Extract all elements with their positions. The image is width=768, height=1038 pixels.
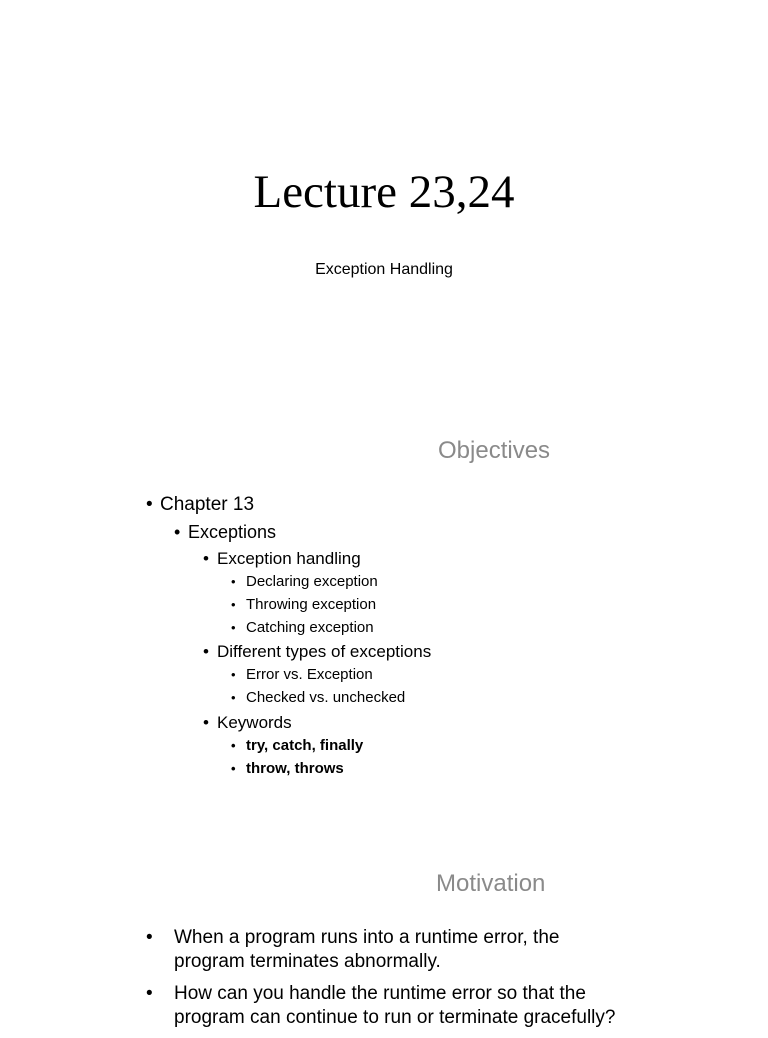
list-item-text: Exception handling bbox=[217, 549, 361, 568]
list-item bbox=[231, 688, 406, 707]
list-item bbox=[231, 618, 374, 637]
bullet-icon: • bbox=[146, 927, 153, 948]
objectives-heading: Objectives bbox=[438, 437, 551, 464]
bullet-icon: • bbox=[231, 620, 236, 635]
list-item-text: Exceptions bbox=[188, 522, 277, 542]
bullet-icon: • bbox=[203, 642, 209, 661]
list-item bbox=[203, 641, 432, 662]
list-item-text: throw, throws bbox=[246, 760, 344, 777]
list-item bbox=[231, 665, 373, 684]
list-item-text: Checked vs. unchecked bbox=[246, 689, 406, 706]
list-item bbox=[203, 712, 292, 733]
bullet-icon: • bbox=[231, 574, 236, 589]
list-item-text: Throwing exception bbox=[246, 596, 377, 613]
list-item bbox=[146, 982, 616, 1030]
list-item bbox=[231, 595, 377, 614]
motivation-heading: Motivation bbox=[436, 870, 546, 897]
list-item bbox=[231, 572, 378, 591]
bullet-icon: • bbox=[231, 597, 236, 612]
lecture-subtitle: Exception Handling bbox=[315, 261, 453, 278]
list-item bbox=[174, 521, 277, 543]
bullet-icon: • bbox=[146, 983, 153, 1004]
bullet-icon: • bbox=[203, 549, 209, 568]
list-item-text: Catching exception bbox=[246, 619, 374, 636]
list-item-text: Keywords bbox=[217, 713, 292, 732]
list-item-text: Declaring exception bbox=[246, 573, 378, 590]
list-item bbox=[146, 493, 255, 517]
list-item bbox=[231, 759, 344, 778]
list-item-text: Different types of exceptions bbox=[217, 642, 432, 661]
list-item-text: How can you handle the runtime error so that the program can continue to run or terminate gracefully? bbox=[174, 983, 616, 1028]
motivation-list bbox=[146, 926, 616, 1038]
list-item-text: try, catch, finally bbox=[246, 737, 364, 754]
bullet-icon: • bbox=[231, 761, 236, 776]
list-item bbox=[146, 926, 616, 974]
bullet-icon: • bbox=[231, 738, 236, 753]
list-item-text: Error vs. Exception bbox=[246, 666, 373, 683]
bullet-icon: • bbox=[231, 667, 236, 682]
bullet-icon: • bbox=[174, 522, 181, 542]
bullet-icon: • bbox=[231, 690, 236, 705]
lecture-title: Lecture 23,24 bbox=[253, 166, 515, 218]
list-item-text: Chapter 13 bbox=[160, 494, 255, 515]
bullet-icon: • bbox=[146, 494, 153, 515]
list-item bbox=[231, 736, 364, 755]
list-item bbox=[203, 548, 361, 569]
list-item-text: When a program runs into a runtime error, the program terminates abnormally. bbox=[174, 927, 560, 972]
bullet-icon: • bbox=[203, 713, 209, 732]
